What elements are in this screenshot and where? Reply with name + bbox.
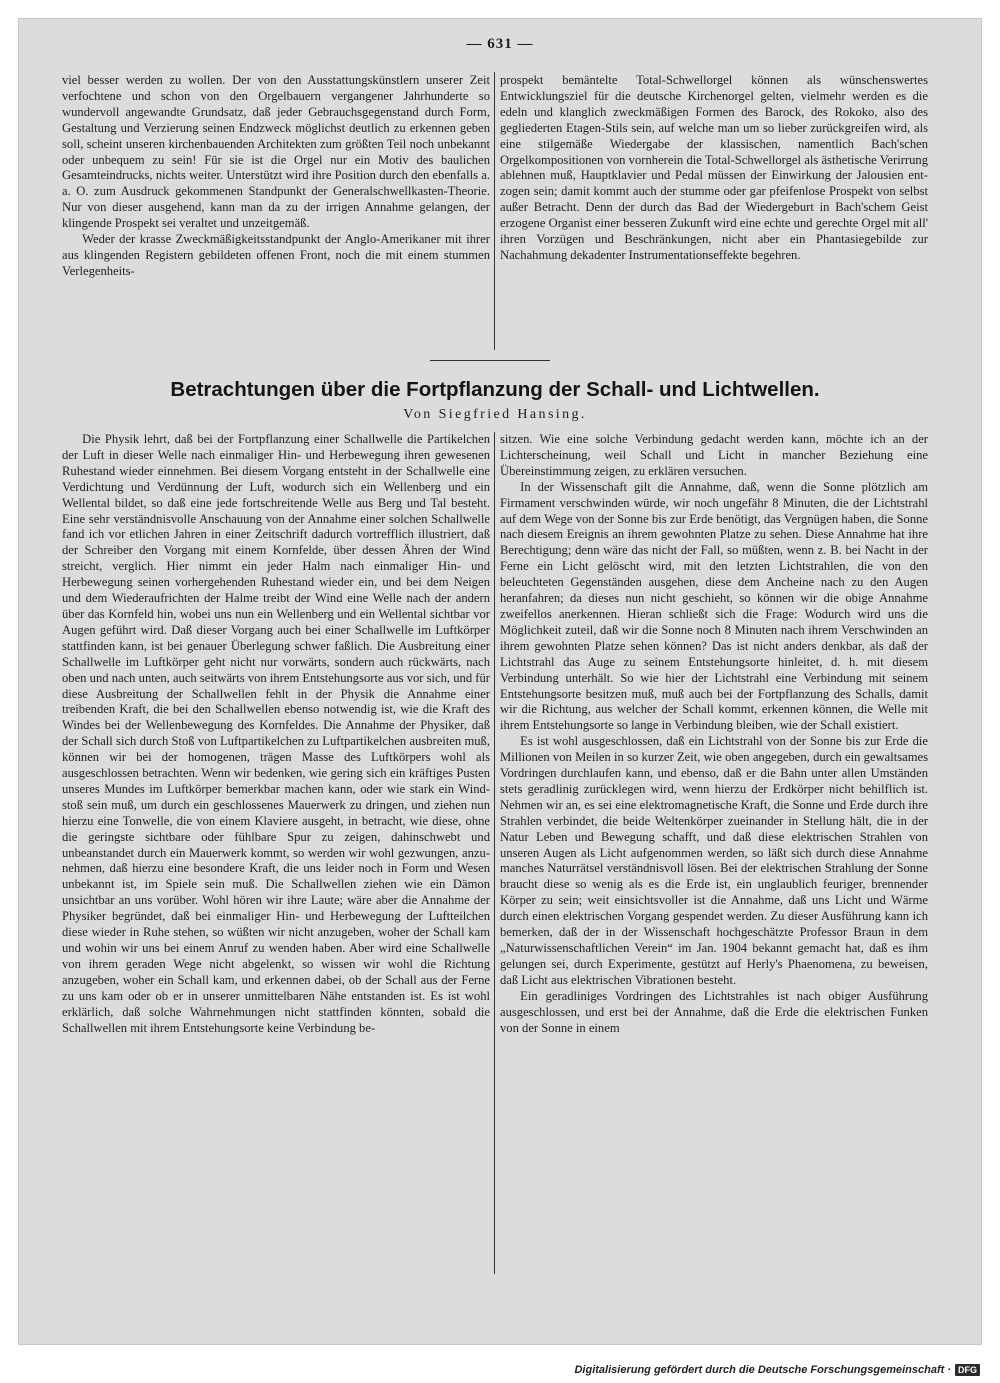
credit-text: Digitalisierung gefördert durch die Deutsche Forschungsgemeinschaft · [574, 1364, 951, 1376]
paragraph: Weder der krasse Zweckmäßigkeitsstandpunkt der Anglo-Amerikaner mit ihrer aus klingenden Registern gebildeten offenen Front, noch die mit einem stummen Verlegenheits- [62, 232, 490, 278]
dfg-logo: DFG [955, 1364, 980, 1376]
article-title: Betrachtungen über die Fortpflanzung der Schall- und Lichtwellen. [170, 378, 820, 401]
page-number: — 631 — [466, 36, 534, 52]
paragraph: prospekt bemäntelte Total-Schwellorgel können als wünschenswertes Entwicklungsziel für die deutsche Kirchenorgel gelten, vielmehr werden es die edeln und klanglich zweckmäßigen Formen des Barock, des Rokoko, also des gegliederten Etagen-Stils sein, auf welche man um so lieber zurückgreifen wird, als eine stilgemäße Wiedergabe der klassischen, namentlich Bach'schen Orgelkompositionen von vornherein die Total-Schwellorgel als ästhetische Verirrung ablehnen muß, Hauptklavier und Pedal müssen der Einwirkung der Jalousien entzogen sein; damit kommt auch der stumme oder gar pfeifenlose Prospekt von selbst außer Betracht. Denn der durch das Bad der Wiedergeburt in Bach'schem Geist erzogene Organist einer besseren Zukunft wird eine echte und gerechte Orgel mit all' ihren Vorzügen und Beschränkungen, nicht aber ein Phantasiegebilde zur Nachahmung dekadenter Instrumentationseffekte begehren. [500, 73, 928, 262]
paragraph: Ein geradliniges Vordringen des Lichtstrahles ist nach obiger Ausführung ausgeschlossen, und erst bei der Annahme, daß die Erde die elektrischen Funken von der Sonne in einem [500, 988, 928, 1035]
digitization-credit [574, 1364, 980, 1376]
paragraph: Es ist wohl ausgeschlossen, daß ein Lichtstrahl von der Sonne bis zur Erde die Millionen von Meilen in so kurzer Zeit, wie oben angegeben, durch ein gewaltsames Vordringen durchlaufen kann, und ebenso, daß er die Bahn unter allen Umständen stets geradlinig zurücklegen wird, wenn hierzu der Erdkörper nicht behilflich ist. Nehmen wir an, es sei eine elektromagnetische Kraft, die Sonne und Erde durch ihre Strahlen verbindet, die beide Weltenkörper zueinander in Stellung hält, die in der Natur Leben und Bewegung schafft, und daß diese elektrischen Strahlen von unseren Augen als Licht aufgenommen werden, so läßt sich durch diese Annahme manches Naturrätsel verständnisvoll lösen. Bei der elektrischen Strahlung der Sonne braucht diese so wenig als es die Erde ist, ein unglaublich feuriger, brennender Körper zu sein; weit einsichtsvoller ist die Annahme, daß uns Licht und Wärme durch einen elektrischen Vorgang gespendet werden. Zu dieser Ausführung kann ich bemerken, daß der in der Wissenschaft hochgeschätzte Professor Braun in dem „Naturwissenschaftlichen Verein“ im Jan. 1904 bekannt gemacht hat, daß es ihm gelungen sei, durch Experimente, gestützt auf Herly's Phaenomena, zu beweisen, daß Licht aus elektrischen Vibrationen besteht. [500, 734, 928, 987]
previous-article-right-column [500, 73, 928, 264]
article-author: Von Siegfried Hansing. [403, 407, 587, 422]
article-left-column [62, 432, 490, 1036]
previous-article-left-column [62, 73, 490, 280]
paragraph: viel besser werden zu wollen. Der von den Ausstattungskünstlern unserer Zeit verfochtene und schon von den Orgelbauern vergangener Jahrhunderte so wundervoll angewandte Grundsatz, daß jeder Gebrauchsgegenstand durch Form, Gestaltung und Verzierung seinen Endzweck möglichst deutlich zu erkennen geben soll, scheint unseren kirchenbauenden Architekten zum größten Teil noch unbekannt oder unbequem zu sein! Für sie ist die Orgel nur ein Motiv des baulichen Gesamteindrucks, nichts weiter. Unterstützt wird ihre Position durch den ebenfalls a. a. O. zum Ausdruck gekommenen Standpunkt der Generalschwellkasten-Theorie. Nur von dieser ausgehend, kann man da zu der irrigen Annahme gelangen, der klingende Prospekt sei veraltet und unzeitgemäß. [62, 73, 490, 231]
section-divider [430, 360, 550, 361]
column-divider [494, 72, 495, 350]
column-divider [494, 432, 495, 1274]
article-right-column [500, 432, 928, 1036]
paragraph: Die Physik lehrt, daß bei der Fortpflanzung einer Schallwelle die Partikelchen der Luft in dieser Welle nach einmaliger Hin- und Herbewegung ihren gewesenen Ruhestand wieder einnehmen. Bei diesem Vorgang entsteht in der Schallwelle eine Verdichtung und Verdünnung der Luft, wodurch sich ein Wellenberg und ein Wellental bildet, so daß eine jede fortschreitende Welle aus Berg und Tal besteht. Eine sehr verständnisvolle Anschauung von der Annahme einer solchen Schallwelle fand ich vor etlichen Jahren in einer Zeitschrift dadurch vortrefflich illustriert, daß der Schreiber den Vorgang mit einem Kornfelde, über dessen Ähren der Wind streicht, verglich. Hier nimmt ein jeder Halm nach einmaliger Hin- und Herbewegung seinen vorhergehenden Ruhestand wieder ein, und bei dem Neigen und dem Wiederaufrichten der Halme treibt der Wind eine Welle nach der andern über das Kornfeld hin, wobei uns nun ein Wellenberg und ein Wellental sichtbar vor Augen geführt wird. Daß dieser Vorgang auch bei einer Schallwelle im Luftkörper stattfinden kann, ist bei genauer Überlegung schwer faßlich. Die Ausbreitung einer Schallwelle im Luftkörper geht nicht nur vorwärts, sondern auch rückwärts, nach oben und nach unten, auch seitwärts von ihrem Entstehungsorte aus vor sich, und für diese Ausbreitung der Schallwellen fehlt in der Physik die Annahme einer treibenden Kraft, die bei den Schallwellen ebenso notwendig ist, wie die Kraft des Windes bei der Wellenbewegung des Kornfeldes. Die Annahme der Physiker, daß der Schall sich durch Stoß von Luftpartikelchen zu Luftpartikelchen ausbreiten muß, können wir bei der homogenen, trägen Masse des Luftkörpers wohl als ausgeschlossen betrachten. Wenn wir bedenken, wie gering sich ein kräftiges Pusten unseres Mundes im Luftkörper bemerkbar machen kann, oder wie stark ein Windstoß sein muß, um durch ein geschlossenes Mauerwerk zu dringen, und ziehen nun hierzu eine Tonwelle, die von einem Klaviere ausgeht, in betracht, wie diese, ohne die geringste sichtbare oder fühlbare Spur zu zeigen, dahinschwebt und unbeanstandet durch ein Mauerwerk kommt, so werden wir wohl gezwungen, anzunehmen, daß hierzu eine besondere Kraft, die uns leider noch in Form und Wesen unbekannt ist, im Spiele sein muß. Die Schallwellen ziehen wie ein Dämon unsichtbar an uns vorüber. Wohl hören wir ihre Laute; wäre aber die Annahme der Physiker begründet, daß bei einmaliger Hin- und Herbewegung der Luftteilchen diese wieder in Ruhe stehen, so wüßten wir nicht anzugeben, woher der Schall kam und wohin wir uns bei einem Anruf zu wenden haben. Aber wird eine Schallwelle von ihrem geraden Wege nicht abgelenkt, so wissen wir wohl die Richtung anzugeben, woher ein Schall kam, und erkennen dabei, ob der Schall aus der Ferne zu uns kam oder ob er in unserer unmittelbaren Nähe entstanden ist. Es ist wohl erklärlich, daß solche Wahrnehmungen nicht stattfinden könnten, sobald die Schallwellen mit ihrem Entstehungsorte keine Verbindung be- [62, 432, 490, 1035]
paragraph: In der Wissenschaft gilt die Annahme, daß, wenn die Sonne plötzlich am Firmament verschwinden würde, wir noch ungefähr 8 Minuten, die der Lichtstrahl auf dem Wege von der Sonne bis zur Erde benötigt, das Vergnügen haben, die Sonne nach diesem Ereignis an ihrem gewohnten Platze zu sehen. Diese Annahme hat ihre Berechtigung; denn wäre das nicht der Fall, so müßten, wenn z. B. bei Nacht in der Ferne ein Licht gelöscht wird, mit den letzten Lichtstrahlen, die von den beleuchteten Gegenständen ausgehen, diese dem Ancheine nach zu den Augen heranfahren; da dieses nun nicht geschieht, so können wir die obige Annahme zweifellos anerkennen. Hieran schließt sich die Frage: Wodurch wird uns die Möglichkeit zuteil, daß wir die Sonne noch 8 Minuten nach ihrem Verschwinden an ihrem gewohnten Platze sehen können? Das ist nicht anders denkbar, als daß der Lichtstrahl das Auge zu seinem Entstehungsorte hinleitet, d. h. mit diesem Verbindung unterhält. So wie hier der Lichtstrahl eine Verbindung mit seinem Entstehungsorte besitzen muß, muß auch bei der Fortpflanzung des Schalls, damit wir die Richtung, aus welcher der Schall kommt, erkennen können, die Welle mit ihrem Entstehungsorte so lange in Verbindung bleiben, wie der Schall existiert. [500, 479, 928, 733]
paragraph: sitzen. Wie eine solche Verbindung gedacht werden kann, möchte ich an der Lichterscheinung, weil Schall und Licht in mancher Beziehung eine Übereinstimmung zeigen, zu erklären versuchen. [500, 432, 928, 478]
